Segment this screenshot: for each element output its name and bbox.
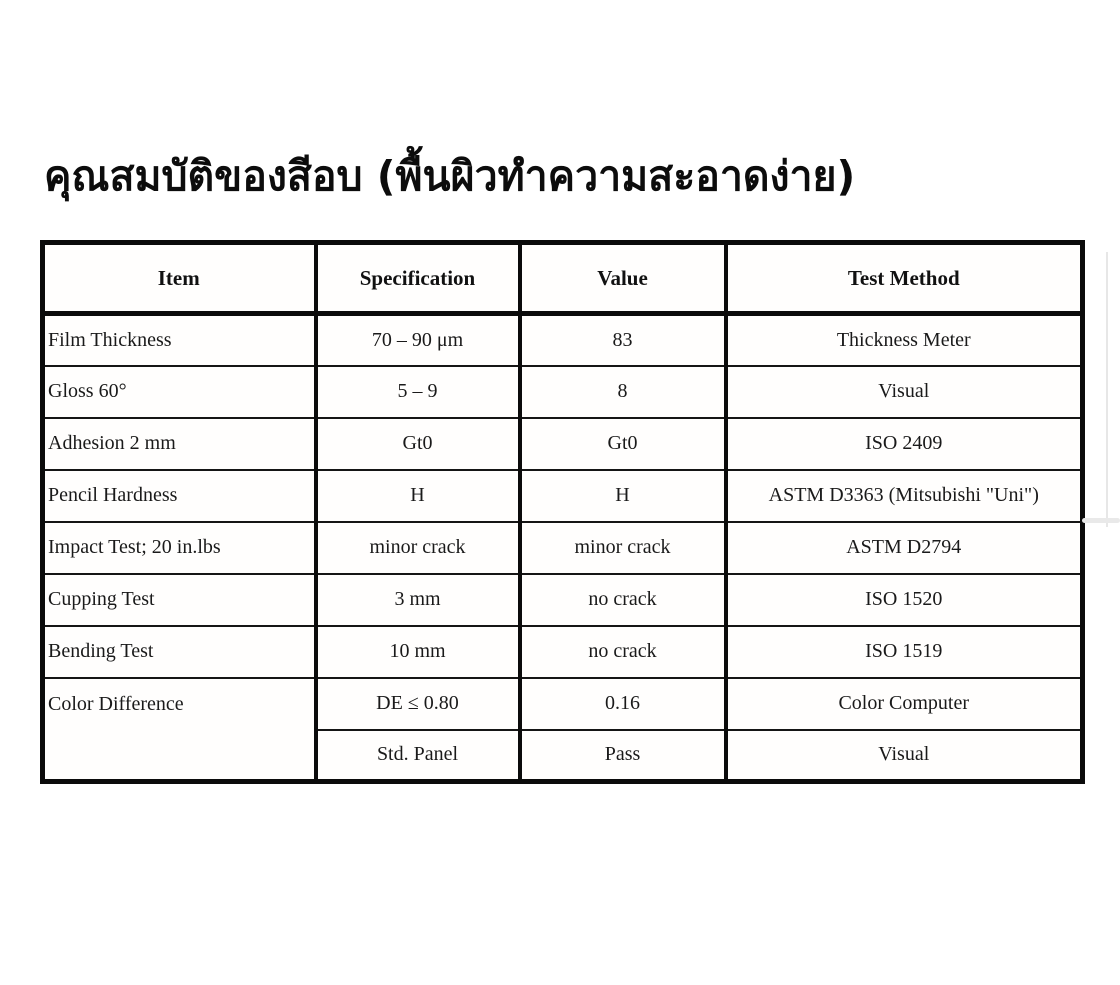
cell-item: Adhesion 2 mm xyxy=(43,418,316,470)
cell-test-method: Color Computer xyxy=(726,678,1083,730)
cell-test-method: ASTM D3363 (Mitsubishi "Uni") xyxy=(726,470,1083,522)
cell-specification: 3 mm xyxy=(316,574,520,626)
cell-value: H xyxy=(520,470,726,522)
cell-value: Pass xyxy=(520,730,726,782)
cell-value: Gt0 xyxy=(520,418,726,470)
table-header-row xyxy=(43,243,1083,314)
cell-item: Gloss 60° xyxy=(43,366,316,418)
cell-specification: minor crack xyxy=(316,522,520,574)
column-header-specification: Specification xyxy=(316,243,520,314)
cell-test-method: ISO 1520 xyxy=(726,574,1083,626)
cell-test-method: Thickness Meter xyxy=(726,314,1083,366)
cell-item: Film Thickness xyxy=(43,314,316,366)
column-header-item: Item xyxy=(43,243,316,314)
cell-value: 8 xyxy=(520,366,726,418)
table-row xyxy=(43,418,1083,470)
cell-value: no crack xyxy=(520,574,726,626)
scan-artifact-vertical-line xyxy=(1106,252,1108,527)
cell-item: Pencil Hardness xyxy=(43,470,316,522)
table-row xyxy=(43,678,1083,730)
cell-specification: 5 – 9 xyxy=(316,366,520,418)
column-header-value: Value xyxy=(520,243,726,314)
table-row xyxy=(43,522,1083,574)
cell-item: Impact Test; 20 in.lbs xyxy=(43,522,316,574)
column-header-test-method: Test Method xyxy=(726,243,1083,314)
table-row xyxy=(43,574,1083,626)
table-row xyxy=(43,366,1083,418)
cell-specification: 70 – 90 μm xyxy=(316,314,520,366)
cell-specification: H xyxy=(316,470,520,522)
cell-specification: Gt0 xyxy=(316,418,520,470)
scan-artifact-smudge xyxy=(1082,518,1120,523)
cell-item: Bending Test xyxy=(43,626,316,678)
cell-value: no crack xyxy=(520,626,726,678)
table-row xyxy=(43,470,1083,522)
cell-test-method: ISO 1519 xyxy=(726,626,1083,678)
cell-specification: 10 mm xyxy=(316,626,520,678)
cell-value: minor crack xyxy=(520,522,726,574)
table-row xyxy=(43,314,1083,366)
cell-test-method: ASTM D2794 xyxy=(726,522,1083,574)
page-title: คุณสมบัติของสีอบ (พื้นผิวทำความสะอาดง่าย) xyxy=(44,152,856,200)
cell-specification: Std. Panel xyxy=(316,730,520,782)
cell-test-method: Visual xyxy=(726,366,1083,418)
cell-test-method: ISO 2409 xyxy=(726,418,1083,470)
cell-item-color-difference: Color Difference xyxy=(43,678,316,782)
cell-specification: DE ≤ 0.80 xyxy=(316,678,520,730)
cell-value: 83 xyxy=(520,314,726,366)
cell-test-method: Visual xyxy=(726,730,1083,782)
table-row xyxy=(43,626,1083,678)
cell-value: 0.16 xyxy=(520,678,726,730)
spec-table xyxy=(40,240,1085,784)
cell-item: Cupping Test xyxy=(43,574,316,626)
